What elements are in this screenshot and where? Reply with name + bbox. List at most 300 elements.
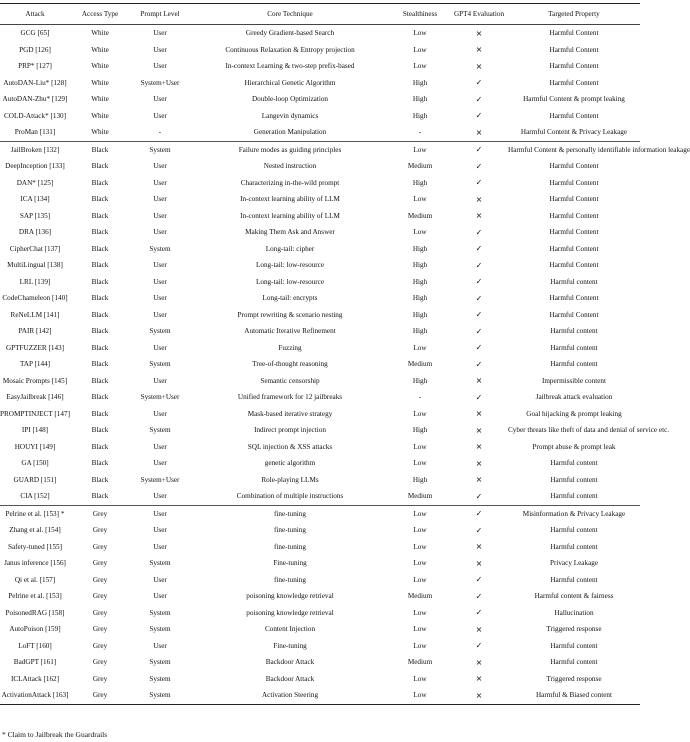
prompt-level-cell: System+User (140, 78, 180, 87)
table-row (0, 340, 640, 357)
gpt4-evaluation-cell: ✓ (475, 343, 483, 353)
access-type-cell: Grey (92, 625, 108, 634)
stealthiness-cell: Low (390, 141, 450, 158)
targeted-property-cell: Triggered response (546, 674, 602, 683)
access-type-cell: Black (91, 360, 109, 369)
gpt4-evaluation-cell: ✓ (475, 111, 483, 121)
gpt4-evaluation-cell: × (475, 409, 483, 419)
attack-cell: LoFT [160] (18, 641, 52, 650)
table-row (0, 158, 640, 175)
table-row (0, 605, 640, 622)
gpt4-evaluation-cell: × (475, 45, 483, 55)
core-technique-cell: In-context learning ability of LLM (240, 211, 340, 220)
prompt-level-cell: User (153, 592, 167, 601)
table-row (0, 42, 640, 59)
targeted-property-cell: Cyber threats like theft of data and denial of service etc. (508, 426, 670, 435)
access-type-cell: Black (91, 261, 109, 270)
stealthiness-cell: High (412, 426, 428, 435)
core-technique-cell: Prompt rewriting & scenario nesting (237, 310, 343, 319)
core-technique-cell: In-context learning ability of LLM (240, 195, 340, 204)
targeted-property-cell: Harmful content (550, 641, 598, 650)
table-row (0, 522, 640, 539)
prompt-level-cell: System (149, 426, 171, 435)
access-type-cell: Black (91, 211, 109, 220)
core-technique-cell: Activation Steering (190, 687, 390, 704)
targeted-property-cell: Triggered response (546, 625, 602, 634)
core-technique-cell: Long-tail: low-resource (255, 277, 325, 286)
access-type-cell: Black (91, 327, 109, 336)
gpt4-evaluation-cell: × (475, 61, 483, 71)
stealthiness-cell: Low (413, 641, 427, 650)
prompt-level-cell: System (149, 360, 171, 369)
access-type-cell: Black (91, 376, 109, 385)
core-technique-cell: Characterizing in-the-wild prompt (240, 178, 340, 187)
core-technique-cell: Automatic Iterative Refinement (244, 327, 336, 336)
core-technique-cell: Nested instruction (263, 162, 317, 171)
prompt-level-cell: System (130, 687, 190, 704)
gpt4-evaluation-cell: × (475, 558, 483, 568)
stealthiness-cell: Medium (407, 492, 433, 501)
stealthiness-cell: High (412, 277, 428, 286)
targeted-property-cell: Harmful content (550, 277, 598, 286)
targeted-property-cell: Harmful content (550, 575, 598, 584)
core-technique-cell: Indirect prompt injection (254, 426, 326, 435)
targeted-property-cell: Prompt abuse & prompt leak (532, 442, 616, 451)
access-type-cell: Grey (92, 658, 108, 667)
access-type-cell: White (91, 45, 109, 54)
stealthiness-cell: High (412, 111, 428, 120)
stealthiness-cell: Low (413, 45, 427, 54)
core-technique-cell: genetic algorithm (264, 459, 316, 468)
targeted-property-cell: Harmful content (550, 360, 598, 369)
prompt-level-cell: User (153, 310, 167, 319)
table-row (0, 455, 640, 472)
stealthiness-cell: - (418, 393, 422, 402)
access-type-cell: Black (91, 228, 109, 237)
stealthiness-cell: Low (413, 526, 427, 535)
targeted-property-cell: Jailbreak attack evaluation (535, 393, 613, 402)
prompt-level-cell: User (153, 492, 167, 501)
access-type-cell: Black (91, 343, 109, 352)
attack-cell: ReNeLLM [141] (10, 310, 60, 319)
gpt4-evaluation-cell: × (475, 674, 483, 684)
targeted-property-cell: Harmful content (550, 459, 598, 468)
gpt4-evaluation-cell: × (475, 376, 483, 386)
attack-cell: AutoDAN-Zhu* [129] (2, 95, 68, 104)
access-type-cell: Black (91, 277, 109, 286)
access-type-cell: Black (91, 310, 109, 319)
stealthiness-cell: Low (413, 195, 427, 204)
access-type-cell: Black (91, 294, 109, 303)
attack-cell: ProMan [131] (14, 128, 56, 137)
footnote: * Claim to Jailbreak the Guardrails (2, 730, 108, 739)
table-row (0, 555, 640, 572)
prompt-level-cell: System (149, 559, 171, 568)
core-technique-cell: Long-tail: cipher (265, 244, 315, 253)
attack-cell: CodeChameleon [140] (2, 294, 68, 303)
stealthiness-cell: - (418, 128, 422, 137)
prompt-level-cell: User (153, 294, 167, 303)
attack-cell: BadGPT [161] (13, 658, 57, 667)
stealthiness-cell: Low (413, 625, 427, 634)
core-technique-cell: Fuzzing (278, 343, 302, 352)
access-type-cell: Black (91, 178, 109, 187)
targeted-property-cell: Harmful Content (549, 111, 599, 120)
access-type-cell: Black (91, 459, 109, 468)
stealthiness-cell: High (412, 78, 428, 87)
gpt4-evaluation-cell: ✓ (450, 505, 508, 522)
gpt4-evaluation-cell: × (475, 127, 483, 137)
stealthiness-cell: High (412, 244, 428, 253)
access-type-cell: Grey (70, 505, 130, 522)
prompt-level-cell: System (149, 327, 171, 336)
gpt4-evaluation-cell: ✓ (475, 326, 483, 336)
table-row (0, 191, 640, 208)
core-technique-cell: poisoning knowledge retrieval (246, 608, 334, 617)
access-type-cell: White (91, 78, 109, 87)
targeted-property-cell: Harmful content & fairness (534, 592, 614, 601)
prompt-level-cell: User (153, 526, 167, 535)
table-row (0, 472, 640, 489)
table-row (0, 572, 640, 589)
core-technique-cell: Continuous Relaxation & Entropy projection (225, 45, 355, 54)
gpt4-evaluation-cell: ✓ (475, 227, 483, 237)
table-row (0, 257, 640, 274)
prompt-level-cell: User (153, 542, 167, 551)
prompt-level-cell: System (149, 608, 171, 617)
gpt4-evaluation-cell: ✓ (475, 161, 483, 171)
prompt-level-cell: User (153, 228, 167, 237)
gpt4-evaluation-cell: × (475, 28, 483, 38)
targeted-property-cell: Privacy Leakage (549, 559, 599, 568)
table-row (0, 671, 640, 688)
prompt-level-cell: System (149, 658, 171, 667)
header-attack: Attack (0, 4, 70, 25)
table-row (0, 141, 640, 158)
attack-cell: GPTFUZZER [143] (5, 343, 65, 352)
prompt-level-cell: - (158, 128, 162, 137)
attack-cell: DRA [136] (18, 228, 52, 237)
table-row (0, 654, 640, 671)
prompt-level-cell: User (153, 178, 167, 187)
attack-cell: DeepInception [133] (5, 162, 65, 171)
stealthiness-cell: Low (413, 559, 427, 568)
stealthiness-cell: Low (390, 687, 450, 704)
targeted-property-cell: Harmful Content (549, 261, 599, 270)
stealthiness-cell: High (412, 376, 428, 385)
prompt-level-cell: User (153, 111, 167, 120)
targeted-property-cell: Harmful content (550, 327, 598, 336)
gpt4-evaluation-cell: × (475, 542, 483, 552)
header-gpt4-evaluation: GPT4 Evaluation (450, 4, 508, 25)
core-technique-cell: fine-tuning (190, 505, 390, 522)
table-row (0, 373, 640, 390)
core-technique-cell: Langevin dynamics (261, 111, 319, 120)
table-row (0, 290, 640, 307)
core-technique-cell: Failure modes as guiding principles (190, 141, 390, 158)
targeted-property-cell: Harmful Content (549, 310, 599, 319)
stealthiness-cell: Low (413, 343, 427, 352)
targeted-property-cell: Harmful Content (549, 78, 599, 87)
table-row (0, 539, 640, 556)
table-row (0, 406, 640, 423)
attack-cell: CipherChat [137] (9, 244, 61, 253)
attack-cell: COLD-Attack* [130] (3, 111, 67, 120)
table-row (0, 356, 640, 373)
table-row (0, 75, 640, 92)
prompt-level-cell: User (153, 29, 167, 38)
table-row (0, 439, 640, 456)
stealthiness-cell: Medium (407, 162, 433, 171)
stealthiness-cell: Low (413, 542, 427, 551)
targeted-property-cell: Harmful Content (549, 29, 599, 38)
stealthiness-cell: Low (413, 228, 427, 237)
access-type-cell: Black (91, 475, 109, 484)
gpt4-evaluation-cell: ✓ (475, 525, 483, 535)
attack-cell: Mosaic Prompts [145] (2, 376, 68, 385)
attack-cell: AutoPoison [159] (9, 625, 61, 634)
stealthiness-cell: Low (390, 505, 450, 522)
targeted-property-cell: Harmful Content (549, 178, 599, 187)
core-technique-cell: Fine-tuning (273, 559, 307, 568)
prompt-level-cell: User (153, 211, 167, 220)
attack-cell: DAN* [125] (16, 178, 54, 187)
attack-cell: PROMPTINJECT [147] (0, 409, 70, 418)
access-type-cell: Grey (92, 575, 108, 584)
attack-cell: Qi et al. [157] (14, 575, 56, 584)
targeted-property-cell: Harmful Content & Privacy Leakage (520, 128, 628, 137)
attack-table (0, 3, 690, 705)
attack-cell: ICA [134] (20, 195, 50, 204)
targeted-property-cell: Misinformation & Privacy Leakage (508, 505, 640, 522)
prompt-level-cell: System (149, 674, 171, 683)
targeted-property-cell: Harmful Content (549, 244, 599, 253)
table-row (0, 274, 640, 291)
header-prompt-level: Prompt Level (130, 4, 190, 25)
targeted-property-cell: Harmful Content & personally identifiable information leakage (508, 141, 640, 158)
access-type-cell: Black (91, 426, 109, 435)
core-technique-cell: Making Them Ask and Answer (245, 228, 335, 237)
table-row (0, 389, 640, 406)
gpt4-evaluation-cell: × (475, 624, 483, 634)
core-technique-cell: Greedy Gradient-based Search (245, 29, 335, 38)
access-type-cell: Black (91, 195, 109, 204)
table-row (0, 58, 640, 75)
access-type-cell: White (91, 62, 109, 71)
prompt-level-cell: User (153, 277, 167, 286)
prompt-level-cell: System (130, 141, 190, 158)
prompt-level-cell: User (130, 505, 190, 522)
table-header-row (0, 4, 640, 25)
targeted-property-cell: Harmful content (550, 526, 598, 535)
targeted-property-cell: Harmful content (550, 658, 598, 667)
table-row (0, 687, 640, 704)
prompt-level-cell: User (153, 62, 167, 71)
attack-cell: GUARD [151] (13, 475, 57, 484)
gpt4-evaluation-cell: ✓ (475, 260, 483, 270)
access-type-cell: Grey (92, 641, 108, 650)
targeted-property-cell: Harmful content (550, 492, 598, 501)
table-row (0, 208, 640, 225)
access-type-cell: Black (91, 244, 109, 253)
gpt4-evaluation-cell: × (450, 687, 508, 704)
gpt4-evaluation-cell: × (475, 442, 483, 452)
access-type-cell: White (91, 111, 109, 120)
gpt4-evaluation-cell: ✓ (475, 392, 483, 402)
gpt4-evaluation-cell: ✓ (475, 310, 483, 320)
table-row (0, 91, 640, 108)
core-technique-cell: fine-tuning (274, 575, 306, 584)
core-technique-cell: Mask-based iterative strategy (247, 409, 333, 418)
core-technique-cell: Semantic censorship (260, 376, 320, 385)
prompt-level-cell: User (153, 442, 167, 451)
prompt-level-cell: User (153, 459, 167, 468)
attack-cell: MultiLingual [138] (7, 261, 63, 270)
attack-cell: TAP [144] (19, 360, 51, 369)
gpt4-evaluation-cell: ✓ (475, 491, 483, 501)
attack-cell: JailBroken [132] (0, 141, 70, 158)
attack-cell: Pelrine et al. [153] (8, 592, 62, 601)
table-row (0, 175, 640, 192)
attack-cell: SAP [135] (19, 211, 51, 220)
access-type-cell: Grey (92, 559, 108, 568)
targeted-property-cell: Harmful Content (549, 62, 599, 71)
table-row (0, 224, 640, 241)
table-row (0, 307, 640, 324)
black-box-group (0, 141, 690, 505)
access-type-cell: Black (91, 442, 109, 451)
core-technique-cell: Long-tail: low-resource (255, 261, 325, 270)
core-technique-cell: Long-tail: encrypts (262, 294, 318, 303)
core-technique-cell: Unified framework for 12 jailbreaks (237, 393, 343, 402)
gpt4-evaluation-cell: × (475, 475, 483, 485)
attack-cell: CIA [152] (20, 492, 50, 501)
table-row (0, 422, 640, 439)
access-type-cell: Grey (70, 687, 130, 704)
core-technique-cell: SQL injection & XSS attacks (247, 442, 333, 451)
stealthiness-cell: Low (413, 409, 427, 418)
gpt4-evaluation-cell: ✓ (475, 359, 483, 369)
access-type-cell: Grey (92, 542, 108, 551)
targeted-property-cell: Harmful Content (549, 211, 599, 220)
gpt4-evaluation-cell: × (475, 425, 483, 435)
prompt-level-cell: User (153, 195, 167, 204)
prompt-level-cell: System (149, 244, 171, 253)
access-type-cell: White (91, 29, 109, 38)
table-row (0, 621, 640, 638)
prompt-level-cell: System (149, 625, 171, 634)
targeted-property-cell: Harmful Content (549, 195, 599, 204)
attack-cell: GA [150] (21, 459, 49, 468)
attack-cell: PAIR [142] (18, 327, 52, 336)
access-type-cell: Black (70, 141, 130, 158)
core-technique-cell: In-context Learning & two-step prefix-based (225, 62, 355, 71)
header-core-technique: Core Technique (190, 4, 390, 25)
gpt4-evaluation-cell: ✓ (475, 277, 483, 287)
attack-cell: Safety-tuned [155] (7, 542, 63, 551)
white-box-group (0, 25, 640, 142)
stealthiness-cell: Medium (407, 211, 433, 220)
core-technique-cell: Hierarchical Genetic Algorithm (244, 78, 336, 87)
table-row (0, 505, 640, 522)
stealthiness-cell: High (412, 310, 428, 319)
stealthiness-cell: High (412, 327, 428, 336)
table-row (0, 241, 640, 258)
prompt-level-cell: User (153, 343, 167, 352)
stealthiness-cell: Low (413, 674, 427, 683)
core-technique-cell: fine-tuning (274, 526, 306, 535)
header-access-type: Access Type (70, 4, 130, 25)
access-type-cell: Black (91, 393, 109, 402)
stealthiness-cell: Low (413, 62, 427, 71)
targeted-property-cell: Hallucination (554, 608, 594, 617)
stealthiness-cell: High (412, 475, 428, 484)
gpt4-evaluation-cell: ✓ (475, 575, 483, 585)
table-row (0, 25, 640, 42)
core-technique-cell: Double-loop Optimization (251, 95, 329, 104)
stealthiness-cell: Medium (407, 360, 433, 369)
attack-cell: ActivationAttack [163] (0, 687, 70, 704)
prompt-level-cell: System+User (140, 393, 180, 402)
core-technique-cell: Combination of multiple instructions (236, 492, 344, 501)
gpt4-evaluation-cell: ✓ (475, 591, 483, 601)
attack-cell: Janus inference [156] (4, 559, 66, 568)
access-type-cell: Grey (92, 526, 108, 535)
gpt4-evaluation-cell: × (475, 194, 483, 204)
attack-cell: IPI [148] (21, 426, 49, 435)
targeted-property-cell: Impermissible content (541, 376, 607, 385)
attack-cell: PoisonedRAG [158] (5, 608, 65, 617)
stealthiness-cell: Low (413, 608, 427, 617)
prompt-level-cell: User (153, 376, 167, 385)
targeted-property-cell: Harmful Content & prompt leaking (523, 95, 625, 104)
stealthiness-cell: Low (413, 442, 427, 451)
attack-table-container (0, 3, 690, 705)
prompt-level-cell: User (153, 45, 167, 54)
gpt4-evaluation-cell: × (475, 458, 483, 468)
attack-cell: PGD [126] (19, 45, 51, 54)
attack-cell: GCG [65] (20, 29, 50, 38)
table-row (0, 488, 640, 505)
stealthiness-cell: High (412, 261, 428, 270)
stealthiness-cell: High (412, 178, 428, 187)
attack-cell: EasyJailbreak [146] (6, 393, 64, 402)
core-technique-cell: Backdoor Attack (265, 658, 315, 667)
targeted-property-cell: Harmful Content (549, 45, 599, 54)
access-type-cell: Grey (92, 592, 108, 601)
targeted-property-cell: Harmful content (550, 542, 598, 551)
gpt4-evaluation-cell: ✓ (475, 641, 483, 651)
gpt4-evaluation-cell: ✓ (475, 78, 483, 88)
stealthiness-cell: High (412, 294, 428, 303)
access-type-cell: White (91, 128, 109, 137)
access-type-cell: Black (91, 409, 109, 418)
header-stealthiness: Stealthiness (390, 4, 450, 25)
attack-cell: Pelrine et al. [153] * (0, 505, 70, 522)
prompt-level-cell: User (153, 575, 167, 584)
gpt4-evaluation-cell: ✓ (475, 94, 483, 104)
targeted-property-cell: Goal hijacking & prompt leaking (526, 409, 622, 418)
core-technique-cell: Backdoor Attack (265, 674, 315, 683)
access-type-cell: Black (91, 162, 109, 171)
core-technique-cell: Tree-of-thought reasoning (252, 360, 328, 369)
stealthiness-cell: Low (413, 29, 427, 38)
table-row (0, 124, 640, 141)
prompt-level-cell: User (153, 261, 167, 270)
core-technique-cell: fine-tuning (274, 542, 306, 551)
attack-cell: HOUYI [149] (14, 442, 56, 451)
gpt4-evaluation-cell: ✓ (475, 608, 483, 618)
